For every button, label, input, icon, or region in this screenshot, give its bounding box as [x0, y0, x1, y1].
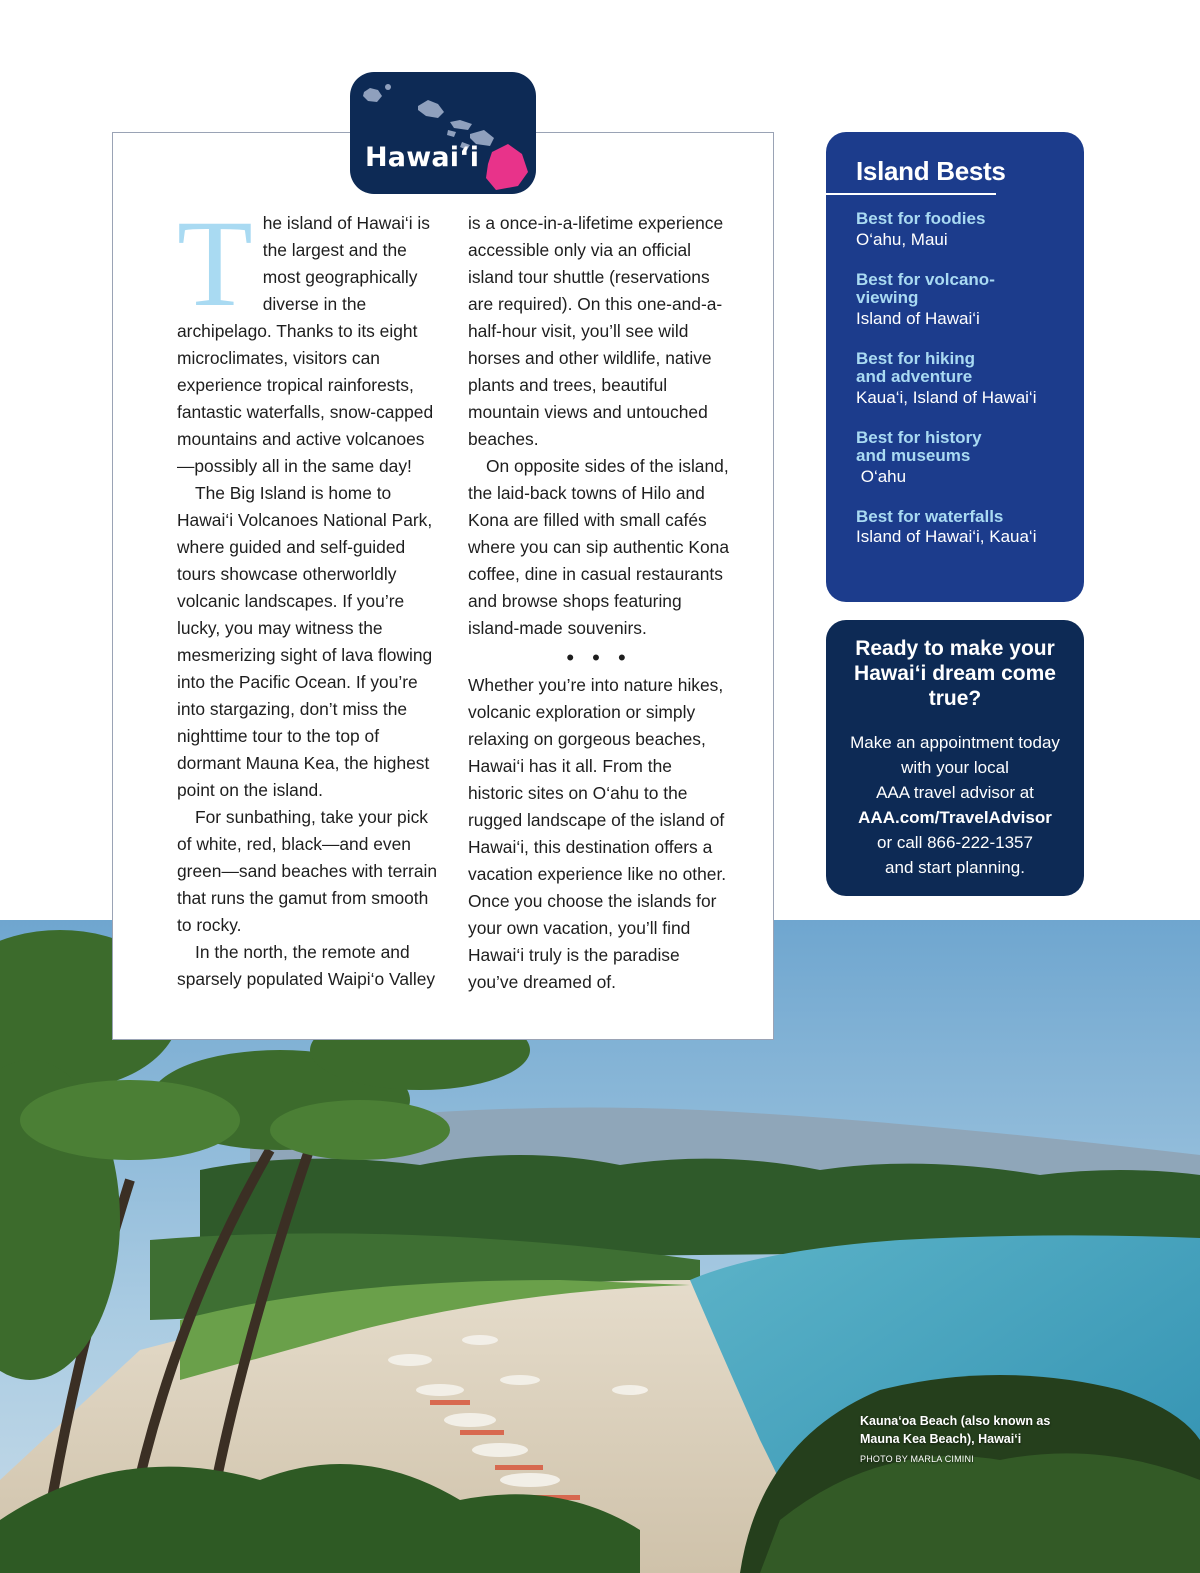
cta-phone-line: or call 866-222-1357 — [877, 833, 1033, 852]
best-category: Best for history and museums — [856, 427, 982, 465]
drop-cap: T — [177, 195, 253, 332]
travel-advisor-cta — [826, 620, 1084, 896]
island-bests-list — [856, 210, 1076, 568]
list-item — [856, 429, 1076, 488]
list-item — [856, 210, 1076, 251]
heading-rule — [826, 193, 996, 195]
paragraph: The Big Island is home to Hawai‘i Volcanoes National Park, where guided and self-guided tours showcase otherworldly volcanic landscapes. If you’re lucky, you may witness the mesmerizing sight of lava flowing into the Pacific Ocean. If you’re into stargazing, don’t miss the nighttime tour to the top of dormant Mauna Kea, the highest point on the island. — [177, 483, 433, 800]
cta-body — [836, 730, 1074, 880]
hawaii-badge — [350, 72, 536, 194]
island-bests-panel — [826, 132, 1084, 602]
best-category: Best for volcano-viewing — [856, 269, 995, 307]
paragraph: Whether you’re into nature hikes, volcanic exploration or simply relaxing on gorgeous beaches, Hawai‘i has it all. From the historic sites on O‘ahu to the rugged landscape of the island of Hawai‘i, this destination offers a vacation experience like no other. Once you choose the islands for your own vacation, you’ll find Hawai‘i truly is the paradise you’ve dreamed of. — [468, 675, 727, 992]
paragraph: On opposite sides of the island, the laid-back towns of Hilo and Kona are filled with small cafés where you can sip authentic Kona coffee, dine in casual restaurants and browse shops featuring island-made souvenirs. — [468, 456, 730, 638]
badge-title: Hawai‘i — [365, 142, 480, 173]
best-category: Best for foodies — [856, 209, 986, 228]
article-column-1 — [177, 195, 439, 993]
cta-title: Ready to make your Hawai‘i dream come true? — [854, 637, 1056, 710]
list-item — [856, 508, 1076, 549]
caption-text: Kauna‘oa Beach (also known as Mauna Kea Beach), Hawai‘i — [860, 1414, 1051, 1446]
best-value: O‘ahu, Maui — [856, 229, 948, 249]
island-bests-heading: Island Bests — [856, 156, 1006, 186]
best-value: Island of Hawai‘i — [856, 308, 980, 328]
article-column-2 — [468, 210, 730, 996]
travel-advisor-link[interactable]: AAA.com/TravelAdvisor — [858, 808, 1052, 827]
cta-line: Make an appointment today — [850, 733, 1060, 752]
best-value: Kaua‘i, Island of Hawai‘i — [856, 387, 1037, 407]
photo-caption — [860, 1412, 1060, 1464]
paragraph: For sunbathing, take your pick of white, red, black—and even green—sand beaches with terrain that runs the gamut from smooth to rocky. — [177, 807, 438, 935]
photo-credit: PHOTO BY MARLA CIMINI — [860, 1454, 974, 1464]
paragraph: In the north, the remote and sparsely populated Waipi‘o Valley — [177, 942, 436, 989]
best-value: Island of Hawai‘i, Kaua‘i — [856, 527, 1037, 546]
cta-line: and start planning. — [885, 858, 1025, 877]
cta-line: AAA travel advisor at — [876, 783, 1034, 802]
hawaii-islands-map-icon — [350, 72, 536, 194]
best-value: O‘ahu — [856, 466, 907, 486]
best-category: Best for waterfalls — [856, 506, 1004, 526]
cta-line: with your local — [901, 758, 1009, 777]
list-item — [856, 271, 1076, 330]
section-separator: • • • — [566, 645, 632, 670]
best-category: Best for hiking and adventure — [856, 348, 976, 386]
paragraph: he island of Hawai‘i is the largest and the most geographically diverse in the archipelago. Thanks to its eight microclimates, visitors can experience tropical rainforests, fantastic waterfalls, snow-capped mountains and active volcanoes—possibly all in the same day! — [177, 213, 434, 476]
paragraph: is a once-in-a-lifetime experience accessible only via an official island tour shuttle (reservations are required). On this one-and-a-half-hour visit, you’ll see wild horses and other wildlife, native plants and trees, beautiful mountain views and untouched beaches. — [468, 213, 724, 449]
list-item — [856, 350, 1076, 409]
